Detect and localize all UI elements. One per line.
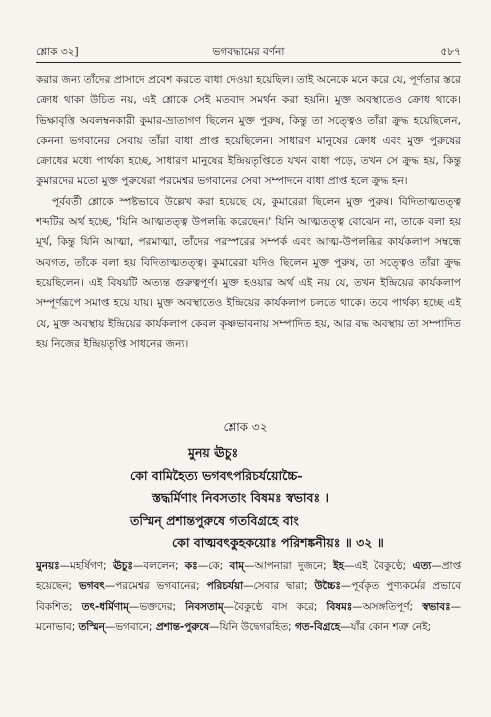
page-header	[36, 43, 461, 63]
header-chapter-title: ভগবদ্ধামের বর্ণনা	[212, 46, 285, 58]
synonym-term: এত্য	[412, 560, 432, 572]
synonym-term: কঃ	[184, 560, 198, 572]
purport-paragraph: করার জন্য তাঁদের প্রাসাদে প্রবেশ করতে বাধা দেওয়া হয়েছিল। তাই অনেকে মনে করে যে, পূর্ণতার স্তরে ক্রোধ থাকা উচিত নয়, এই শ্লোকে সেই মতবাদ সমর্থন করা হয়নি। মুক্ত অবস্থাতেও ক্রোধ থাকে। ভিক্ষাবৃত্তি অবলম্বনকারী কুমার-ভ্রাতাগণ ছিলেন মুক্ত পুরুষ, কিন্তু তা সত্ত্বেও তাঁরা ক্রুদ্ধ হয়েছিলেন, কেননা ভগবানের সেবায় তাঁরা বাধা প্রাপ্ত হয়েছিলেন। সাধারণ মানুষের ক্রোধ এবং মুক্ত পুরুষের ক্রোধের মধ্যে পার্থক্য হচ্ছে, সাধারণ মানুষের ইন্দ্রিয়তৃপ্তিতে যখন বাধা পড়ে, তখন সে ক্রুদ্ধ হয়, কিন্তু কুমারদের মতো মুক্ত পুরুষেরা পরমেশ্বর ভগবানের সেবা সম্পাদনে বাধা প্রাপ্ত হলে ক্রুদ্ধ হন।	[36, 74, 461, 188]
header-divider	[36, 62, 461, 63]
synonym-meaning: —বললেন;	[132, 560, 185, 572]
synonym-term: ইহ	[333, 560, 344, 572]
verse-line: কো বাত্মবৎকুহকয়োঃ পরিশঙ্কনীয়ঃ ॥ ৩২ ॥	[172, 535, 384, 550]
synonym-meaning: —মনোভাব;	[36, 600, 461, 633]
synonym-term: প্রশান্ত-পুরুষে	[155, 620, 210, 633]
synonym-meaning: —কে;	[197, 560, 230, 572]
verse-line: কো বামিহৈত্য ভগবৎপরিচর্যয়োচ্চৈ-	[130, 467, 303, 483]
synonym-term: নিবসতাম্	[185, 600, 224, 613]
synonym-meaning: —পূর্বকৃত পুণ্যকর্মের প্রভাবে বিকশিত;	[36, 580, 461, 613]
synonym-meaning: —ভক্তদের;	[128, 600, 186, 613]
verse-number: শ্লোক ৩২	[223, 420, 268, 434]
synonym-meaning: —সেবার দ্বারা;	[243, 580, 315, 593]
synonym-term: তৎ-ধর্মিণাম্	[81, 600, 129, 613]
synonym-term: উচ্চৈঃ	[314, 580, 341, 593]
sanskrit-verse	[130, 442, 450, 555]
synonym-meaning: —বৈকুণ্ঠে বাস করে;	[223, 600, 327, 613]
synonym-meaning: —আপনারা দুজনে;	[244, 560, 334, 572]
word-meanings	[36, 556, 461, 637]
synonym-term: মুনয়ঃ	[36, 560, 60, 572]
synonym-term: গত-বিগ্রহে	[294, 620, 341, 633]
synonym-meaning: —মহর্ষিগণ;	[59, 560, 113, 572]
verse-line: স্তদ্ধর্মিণাং নিবসতাং বিষমঃ স্বভাবঃ ।	[152, 490, 329, 505]
synonym-term: ঊচুঃ	[112, 560, 133, 572]
header-verse-ref: শ্লোক ৩২]	[36, 46, 79, 58]
synonym-meaning: —এই বৈকুণ্ঠে;	[343, 560, 413, 572]
synonym-term: বাম্	[229, 560, 245, 572]
synonym-meaning: —যাঁর কোন শত্রু নেই;	[340, 620, 432, 633]
synonym-term: পরিচর্যয়া	[206, 580, 244, 593]
synonym-meaning: —অসঙ্গতিপূর্ণ;	[352, 600, 423, 613]
purport-section	[36, 70, 461, 354]
synonym-meaning: —যিনি উদ্বেগরহিত;	[209, 620, 295, 633]
synonym-term: স্বভাবঃ	[422, 600, 451, 613]
verse-line: মুনয় ঊচুঃ	[188, 445, 239, 460]
synonym-term: বিষমঃ	[326, 600, 353, 613]
synonym-term: ভগবৎ	[78, 580, 105, 593]
purport-paragraph: পূর্ববর্তী শ্লোকে স্পষ্টভাবে উল্লেখ করা হয়েছে যে, কুমারেরা ছিলেন মুক্ত পুরুষ। বিদিতাত্মতত্ত্ব শব্দটির অর্থ হচ্ছে, 'যিনি আত্মতত্ত্ব উপলব্ধি করেছেন।' যিনি আত্মতত্ত্ব বোঝেন না, তাকে বলা হয় মূর্খ, কিন্তু যিনি আত্মা, পরমাত্মা, তাঁদের পরস্পরের সম্পর্ক এবং আত্ম-উপলব্ধির কার্যকলাপ সম্বন্ধে অবগত, তাঁকে বলা হয় বিদিতাত্মতত্ত্ব। কুমারেরা যদিও ছিলেন মুক্ত পুরুষ, তা সত্ত্বেও তাঁরা ক্রুদ্ধ হয়েছিলেন। এই বিষয়টি অত্যন্ত গুরুত্বপূর্ণ। মুক্ত হওয়ার অর্থ এই নয় যে, তখন ইন্দ্রিয়ের কার্যকলাপ সম্পূর্ণরূপে সমাপ্ত হয়ে যায়। মুক্ত অবস্থাতেও ইন্দ্রিয়ের কার্যকলাপ চলতে থাকে। তবে পার্থক্য হচ্ছে এই যে, মুক্ত অবস্থায় ইন্দ্রিয়ের কার্যকলাপ কেবল কৃষ্ণভাবনায় সম্পাদিত হয়, আর বদ্ধ অবস্থায় তা সম্পাদিত হয় নিজের ইন্দ্রিয়তৃপ্তি সাধনের জন্য।	[36, 195, 461, 350]
synonym-term: তস্মিন্	[78, 620, 105, 633]
synonym-meaning: —ভগবানে;	[104, 620, 156, 633]
verse-line: তস্মিন্ প্রশান্তপুরুষে গতবিগ্রহে বাং	[130, 512, 299, 528]
synonym-meaning: —পরমেশ্বর ভগবানের;	[104, 580, 207, 593]
header-page-number: ৫৮৭	[440, 46, 461, 58]
synonym-meaning: —প্রাপ্ত হয়েছেন;	[36, 560, 462, 593]
